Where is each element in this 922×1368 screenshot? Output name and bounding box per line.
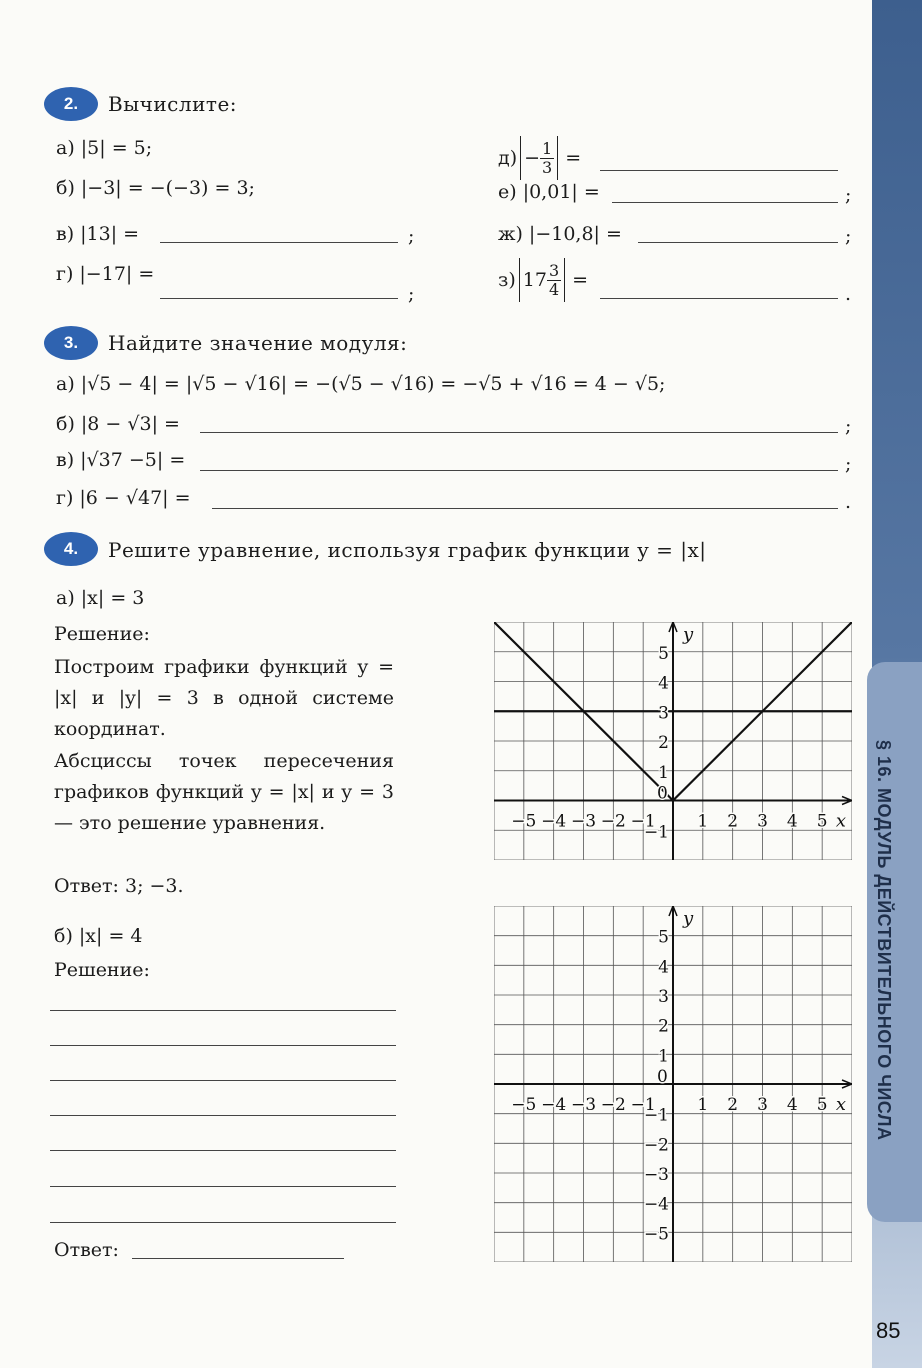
task-2-heading: Вычислите: bbox=[108, 92, 238, 116]
semicolon-3v: ; bbox=[845, 453, 852, 475]
task-4b-equation: б) |x| = 4 bbox=[54, 925, 143, 947]
task-2zh: ж) |−10,8| = bbox=[498, 223, 622, 245]
task-2z-whole: 17 bbox=[522, 269, 547, 291]
y-tick-label: 3 bbox=[658, 703, 669, 724]
task-3b: б) |8 − √3| = bbox=[56, 413, 180, 435]
y-tick-label: −1 bbox=[643, 1105, 669, 1126]
semicolon-2g: ; bbox=[408, 283, 415, 305]
task-2z bbox=[498, 258, 588, 302]
y-tick-label: 4 bbox=[658, 957, 669, 978]
task-3g: г) |6 − √47| = bbox=[56, 487, 191, 509]
task-2d-equals: = bbox=[565, 147, 582, 169]
semicolon-2v: ; bbox=[408, 225, 415, 247]
period-3g: . bbox=[845, 491, 852, 513]
x-tick-label: −4 bbox=[541, 1095, 567, 1115]
task-4-heading: Решите уравнение, используя график функции y = |x| bbox=[108, 538, 707, 562]
x-tick-label: −3 bbox=[570, 811, 597, 832]
task-3-heading: Найдите значение модуля: bbox=[108, 331, 408, 355]
y-tick-label: 5 bbox=[658, 927, 669, 948]
x-tick-label: 5 bbox=[816, 1095, 828, 1115]
y-tick-label: 5 bbox=[658, 643, 669, 664]
y-tick-label: 4 bbox=[658, 673, 669, 694]
x-tick-label: −2 bbox=[600, 811, 626, 832]
y-tick-label: −4 bbox=[643, 1194, 669, 1215]
y-axis-label: y bbox=[683, 624, 694, 645]
solution-line[interactable] bbox=[50, 1045, 396, 1046]
task-4a-equation: а) |x| = 3 bbox=[56, 587, 145, 609]
task-2z-prefix: з) bbox=[498, 269, 516, 291]
x-tick-label: 2 bbox=[727, 1095, 739, 1115]
x-tick-label: 1 bbox=[697, 811, 709, 832]
task-4b-answer-label: Ответ: bbox=[54, 1239, 119, 1261]
abs-bar-left bbox=[520, 136, 521, 180]
period-2z: . bbox=[845, 283, 852, 305]
answer-line-2e[interactable] bbox=[612, 202, 838, 203]
abs-bar-right bbox=[557, 136, 558, 180]
task-2b: б) |−3| = −(−3) = 3; bbox=[56, 177, 255, 199]
x-tick-label: 1 bbox=[697, 1095, 709, 1115]
task-4a-solution-text: Построим графики функций y = |x| и |y| = 3 в одной системе координат. bbox=[54, 656, 394, 740]
solution-line[interactable] bbox=[50, 1150, 396, 1151]
task-2a: а) |5| = 5; bbox=[56, 137, 153, 159]
fraction-denominator: 4 bbox=[548, 279, 560, 299]
fraction-denominator: 3 bbox=[542, 157, 553, 177]
task-2e: е) |0,01| = bbox=[498, 181, 600, 203]
solution-line[interactable] bbox=[50, 1080, 396, 1081]
task-2d-prefix: д) bbox=[498, 147, 518, 169]
solution-line[interactable] bbox=[50, 1222, 396, 1223]
task-2-badge: 2. bbox=[44, 87, 98, 121]
task-4a-solution-text2: Абсциссы точек пересечения графиков функций y = |x| и y = 3 — это решение уравнения. bbox=[54, 750, 394, 834]
graph-empty-grid bbox=[494, 906, 852, 1262]
abs-bar-left bbox=[519, 258, 520, 302]
task-2z-fraction bbox=[547, 262, 561, 299]
task-2v: в) |13| = bbox=[56, 223, 140, 245]
x-tick-label: −1 bbox=[630, 811, 656, 832]
task-2d-fraction bbox=[540, 140, 554, 177]
y-tick-label: −1 bbox=[643, 822, 669, 843]
task-3a: а) |√5 − 4| = |√5 − √16| = −(√5 − √16) = −√5 + √16 = 4 − √5; bbox=[56, 373, 666, 395]
graph-abs-x-3 bbox=[494, 622, 852, 860]
answer-line-2v[interactable] bbox=[160, 242, 398, 243]
x-tick-label: −5 bbox=[511, 1095, 537, 1115]
y-tick-label: 2 bbox=[658, 1016, 669, 1037]
solution-line[interactable] bbox=[50, 1010, 396, 1011]
y-tick-label: 1 bbox=[658, 762, 669, 783]
x-axis-label: x bbox=[835, 1094, 846, 1115]
task-2d bbox=[498, 136, 581, 180]
x-tick-label: −5 bbox=[511, 811, 537, 832]
x-tick-label: 4 bbox=[786, 1095, 798, 1115]
answer-line-2zh[interactable] bbox=[638, 242, 838, 243]
x-tick-label: 5 bbox=[816, 811, 828, 832]
task-3-badge: 3. bbox=[44, 326, 98, 360]
task-4b-solution-label: Решение: bbox=[54, 959, 150, 981]
y-tick-label: −3 bbox=[643, 1165, 669, 1185]
task-4a-answer: Ответ: 3; −3. bbox=[54, 875, 184, 897]
y-tick-label: 1 bbox=[658, 1046, 669, 1067]
x-tick-label: −3 bbox=[570, 1095, 597, 1115]
x-tick-label: 0 bbox=[657, 783, 668, 804]
task-4-badge: 4. bbox=[44, 532, 98, 566]
x-tick-label: −1 bbox=[630, 1095, 656, 1115]
task-3v: в) |√37 −5| = bbox=[56, 449, 186, 471]
task-2z-equals: = bbox=[572, 269, 589, 291]
solution-line[interactable] bbox=[50, 1186, 396, 1187]
x-tick-label: −4 bbox=[541, 811, 567, 832]
task-2g: г) |−17| = bbox=[56, 263, 155, 285]
answer-line-2d[interactable] bbox=[600, 170, 838, 171]
y-tick-label: −5 bbox=[643, 1224, 669, 1245]
answer-line-2g[interactable] bbox=[160, 298, 398, 299]
chapter-title: § 16. МОДУЛЬ ДЕЙСТВИТЕЛЬНОГО ЧИСЛА bbox=[874, 740, 894, 1141]
page-number: 85 bbox=[876, 1318, 901, 1343]
y-axis-label: y bbox=[683, 908, 694, 929]
x-tick-label: 2 bbox=[727, 811, 739, 832]
fraction-numerator: 1 bbox=[542, 138, 553, 158]
y-tick-label: 3 bbox=[658, 987, 669, 1007]
y-tick-label: −2 bbox=[643, 1135, 669, 1156]
y-tick-label: 2 bbox=[658, 733, 669, 753]
x-tick-label: 3 bbox=[757, 811, 768, 832]
task-2d-minus: − bbox=[524, 147, 541, 169]
x-tick-label: 3 bbox=[757, 1095, 768, 1115]
x-axis-label: x bbox=[835, 810, 846, 832]
answer-line-2z[interactable] bbox=[600, 298, 838, 299]
answer-line-3g[interactable] bbox=[212, 508, 838, 509]
x-tick-label: 0 bbox=[657, 1067, 668, 1087]
solution-line[interactable] bbox=[50, 1115, 396, 1116]
semicolon-2zh: ; bbox=[845, 225, 852, 247]
answer-line-4b[interactable] bbox=[132, 1258, 344, 1259]
fraction-numerator: 3 bbox=[548, 260, 560, 280]
x-tick-label: −2 bbox=[600, 1095, 626, 1115]
x-tick-label: 4 bbox=[786, 811, 798, 832]
answer-line-3v[interactable] bbox=[200, 470, 838, 471]
semicolon-2e: ; bbox=[845, 184, 852, 206]
task-4a-solution-label: Решение: bbox=[54, 623, 150, 645]
answer-line-3b[interactable] bbox=[200, 432, 838, 433]
semicolon-3b: ; bbox=[845, 415, 852, 437]
abs-bar-right bbox=[564, 258, 565, 302]
